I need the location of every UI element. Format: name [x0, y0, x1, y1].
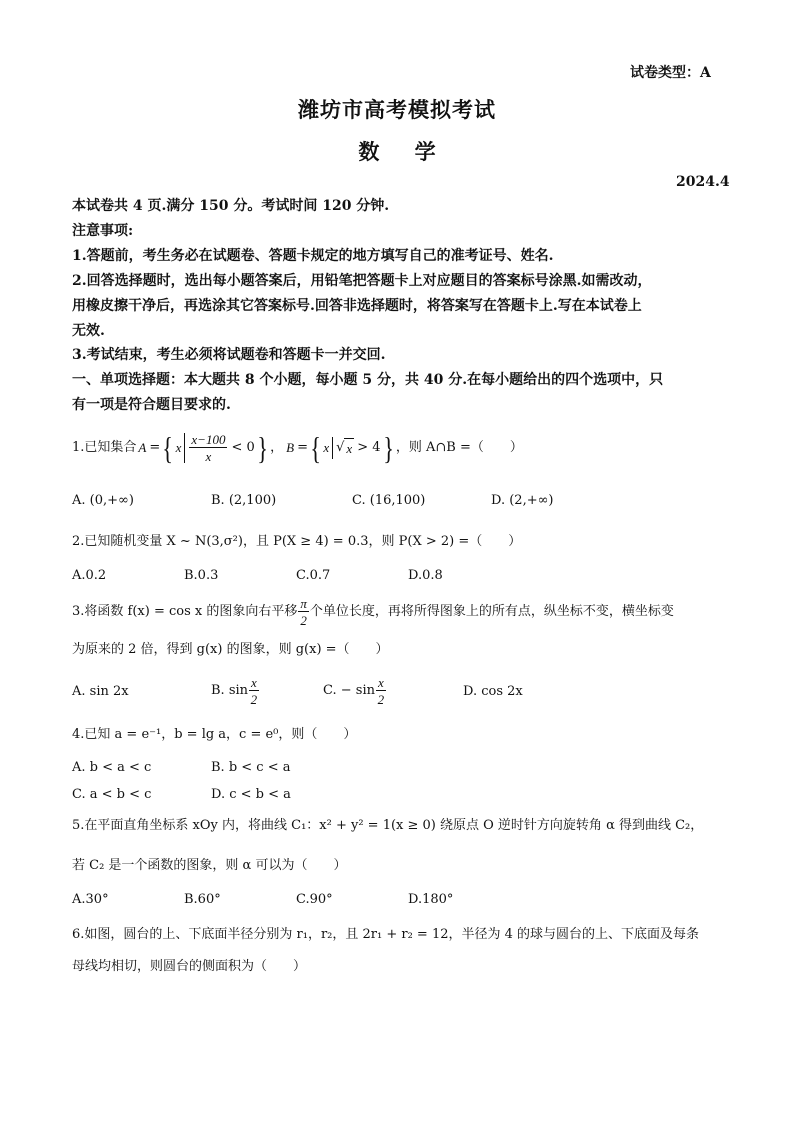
q3-stem-a: 3.将函数 f(x) = cos x 的图象向右平移	[72, 604, 298, 619]
q1-option-a: A. (0,+∞)	[72, 493, 134, 508]
note-2-line-3: 无效.	[72, 323, 105, 339]
exam-title: 潍坊市高考模拟考试	[298, 97, 496, 122]
q5-option-a: A.30°	[72, 892, 109, 907]
question-6-stem-line-2: 母线均相切，则圆台的侧面积为（ ）	[72, 959, 307, 974]
q1-option-d: D. (2,+∞)	[491, 493, 554, 508]
q2-option-b: B.0.3	[184, 568, 219, 583]
section-heading-line-2: 有一项是符合题目要求的.	[72, 397, 231, 413]
q3-fraction: $\frac{\pi}{2}$	[300, 596, 307, 628]
section-heading-line-1: 一、单项选择题：本大题共 8 个小题，每小题 5 分，共 40 分.在每小题给出的四个选项中，只	[72, 372, 664, 388]
notes-heading: 注意事项:	[72, 223, 134, 239]
q5-option-b: B.60°	[184, 892, 221, 907]
q3-option-d: D. cos 2x	[463, 684, 523, 699]
question-6-stem-line-1: 6.如图，圆台的上、下底面半径分别为 r₁，r₂，且 2r₁ + r₂ = 12，半径为 4 的球与圆台的上、下底面及每条	[72, 927, 700, 942]
question-3-stem-line-1	[72, 594, 674, 630]
q3-option-a: A. sin 2x	[72, 684, 129, 699]
question-4-stem: 4.已知 a = e⁻¹，b = lg a，c = e⁰，则（ ）	[72, 727, 357, 742]
note-2-line-1: 2.回答选择题时，选出每小题答案后，用铅笔把答题卡上对应题目的答案标号涂黑.如需改动，	[72, 273, 652, 289]
q1-set-b-label: B	[286, 440, 295, 455]
q4-option-b: B. b < c < a	[211, 760, 291, 775]
q4-option-c: C. a < b < c	[72, 787, 152, 802]
q2-option-a: A.0.2	[72, 568, 107, 583]
question-5-stem-line-2: 若 C₂ 是一个函数的图象，则 α 可以为（ ）	[72, 858, 347, 873]
subject-title: 数 学	[358, 139, 450, 164]
note-1: 1.答题前，考生务必在试题卷、答题卡规定的地方填写自己的准考证号、姓名.	[72, 248, 554, 264]
question-5-stem-line-1: 5.在平面直角坐标系 xOy 内，将曲线 C₁：x² + y² = 1(x ≥ 0) 绕原点 O 逆时针方向旋转角 α 得到曲线 C₂，	[72, 818, 704, 833]
q1-fraction: $\frac{x-100}{x}$	[191, 432, 226, 464]
question-1-stem: 1.已知集合 A = { x $\frac{x-100}{x}$ < 0 } ， B = { x √ x > 4 } ，则 A∩B =（ ）	[72, 430, 523, 466]
q1-option-c: C. (16,100)	[352, 493, 426, 508]
q1-tail: ，则 A∩B =（ ）	[395, 440, 523, 455]
q1-cond-b: > 4	[357, 440, 381, 455]
q1-prefix: 1.已知集合	[72, 440, 137, 455]
q3-option-b: B. sin $\frac{x}{2}$	[211, 675, 258, 707]
exam-date: 2024.4	[676, 174, 730, 190]
q1-cond-a: < 0	[231, 440, 255, 455]
q5-option-c: C.90°	[296, 892, 333, 907]
question-2-stem: 2.已知随机变量 X ~ N(3,σ²)，且 P(X ≥ 4) = 0.3，则 P(X > 2) =（ ）	[72, 534, 522, 549]
q1-set-a-label: A	[138, 440, 147, 455]
intro-line: 本试卷共 4 页.满分 150 分。考试时间 120 分钟.	[72, 198, 390, 214]
q3-option-c: C. − sin $\frac{x}{2}$	[323, 675, 385, 707]
question-3-stem-line-2: 为原来的 2 倍，得到 g(x) 的图象，则 g(x) =（ ）	[72, 642, 389, 657]
q2-option-d: D.0.8	[408, 568, 443, 583]
q5-option-d: D.180°	[408, 892, 454, 907]
q3-stem-b: 个单位长度，再将所得图象上的所有点，纵坐标不变，横坐标变	[309, 604, 674, 619]
q2-option-c: C.0.7	[296, 568, 331, 583]
q4-option-d: D. c < b < a	[211, 787, 291, 802]
paper-type: 试卷类型：A	[630, 65, 711, 81]
q1-option-b: B. (2,100)	[211, 493, 277, 508]
q4-option-a: A. b < a < c	[72, 760, 152, 775]
note-3: 3.考试结束，考生必须将试题卷和答题卡一并交回.	[72, 347, 386, 363]
note-2-line-2: 用橡皮擦干净后，再选涂其它答案标号.回答非选择题时，将答案写在答题卡上.写在本试卷上	[72, 298, 642, 314]
